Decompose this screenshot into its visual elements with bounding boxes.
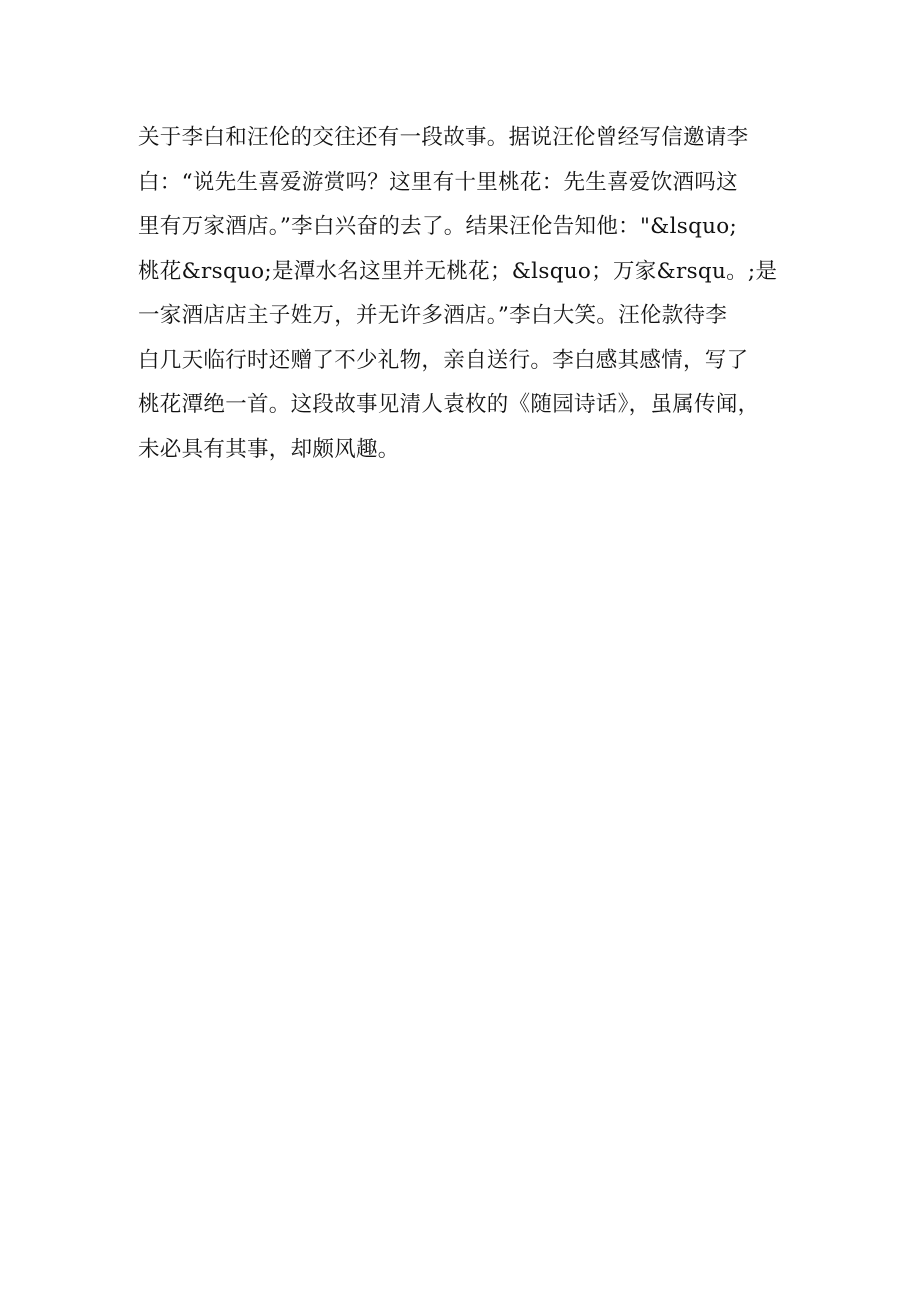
paragraph-line-4: 桃花&rsquo;是潭水名这里并无桃花；&lsquo；万家&rsqu。;是 (138, 258, 778, 284)
paragraph-line-2: 白：“说先生喜爱游赏吗？这里有十里桃花：先生喜爱饮酒吗这 (138, 169, 738, 195)
paragraph-line-8: 未必具有其事，却颇风趣。 (138, 436, 400, 462)
paragraph-line-5: 一家酒店店主子姓万，并无许多酒店。”李白大笑。汪伦款待李 (138, 303, 728, 328)
paragraph-line-6: 白几天临行时还赠了不少礼物，亲自送行。李白感其感情，写了 (138, 347, 749, 373)
paragraph-line-1: 关于李白和汪伦的交往还有一段故事。据说汪伦曾经写信邀请李 (138, 125, 749, 150)
story-paragraph (138, 116, 788, 472)
paragraph-line-3: 里有万家酒店。”李白兴奋的去了。结果汪伦告知他："&lsquo; (138, 214, 738, 239)
paragraph-line-7: 桃花潭绝一首。这段故事见清人袁枚的《随园诗话》，虽属传闻， (138, 392, 760, 417)
